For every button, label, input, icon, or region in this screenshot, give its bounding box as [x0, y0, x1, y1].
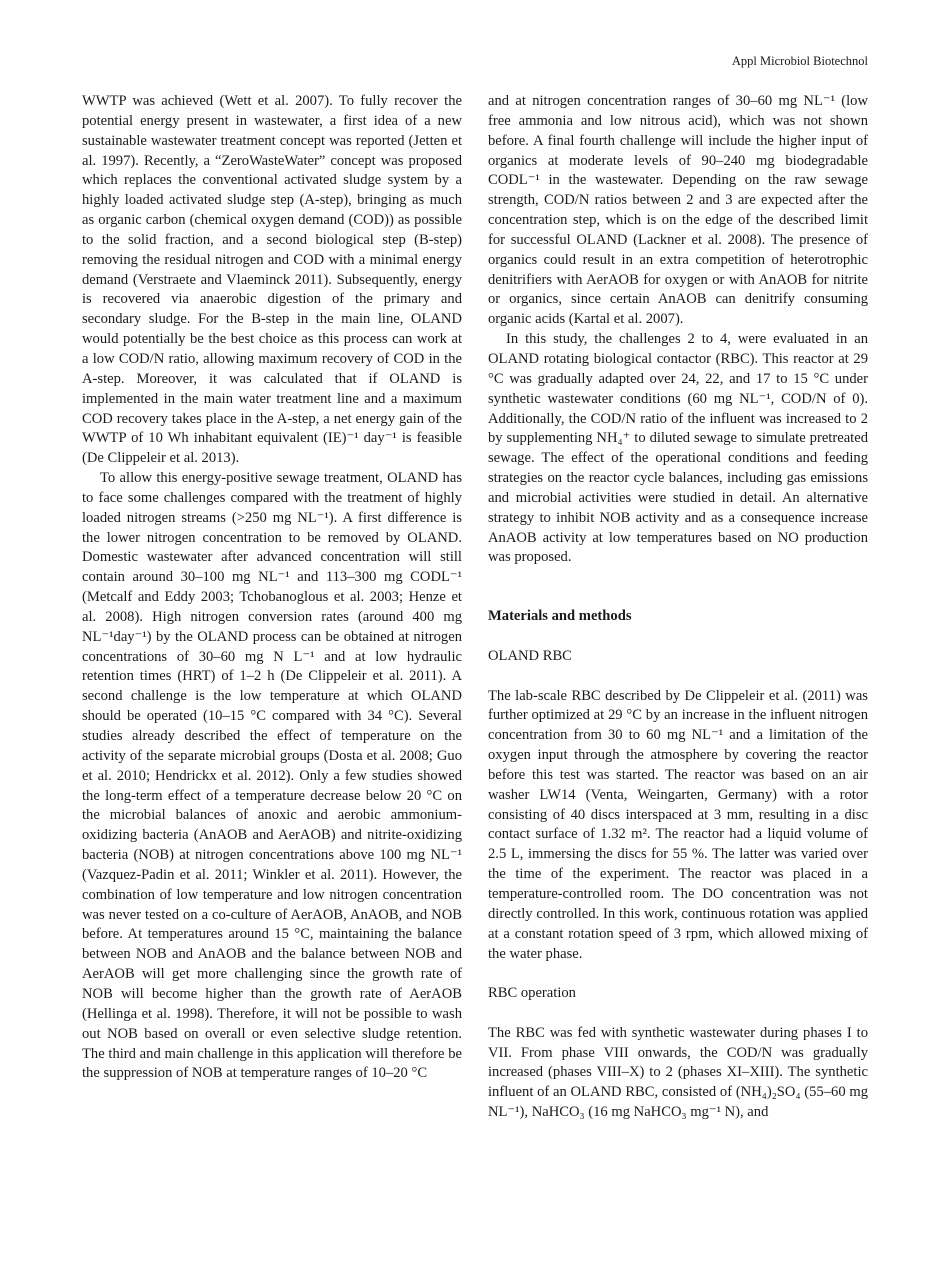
paragraph: WWTP was achieved (Wett et al. 2007). To fully recover the potential energy present in wastewater, a first idea of a new sustainable wastewater treatment concept was reported (Jetten et al. 1997). Recently, a “ZeroWasteWater” concept was proposed which replaces the conventional activated sludge system by a highly loaded activated sludge step (A-step), bringing as much as organic carbon (chemical oxygen demand (COD)) as possible to the solid fraction, and a second biological step (B-step) removing the residual nitrogen and COD with a minimal energy demand (Verstraete and Vlaeminck 2011). Subsequently, energy is recovered via anaerobic digestion of the primary and secondary sludge. For the B-step in the main line, OLAND would potentially be the best choice as this process can work at a low COD/N ratio, allowing maximum recovery of COD in the A-step. Moreover, it was calculated that if OLAND is implemented in the main water treatment line and a maximum COD recovery takes place in the A-step, a net energy gain of the WWTP of 10 Wh inhabitant equivalent (IE)⁻¹ day⁻¹ is feasible (De Clippeleir et al. 2013). [82, 93, 462, 467]
paragraph: The RBC was fed with synthetic wastewater during phases I to VII. From phase VIII onwards, the COD/N was gradually increased (phases VIII–X) to 2 (phases XI–XIII). The synthetic influent of an OLAND RBC, consisted of (NH₄)₂SO₄ (55–60 mg NL⁻¹), NaHCO₃ (16 mg NaHCO₃ mg⁻¹ N), and [488, 1024, 868, 1121]
running-header: Appl Microbiol Biotechnol [731, 54, 868, 68]
spacer [488, 568, 868, 607]
paragraph: The lab-scale RBC described by De Clippeleir et al. (2011) was further optimized at 29 °C by an increase in the influent nitrogen concentration from 30 to 60 mg NL⁻¹ and a limitation of the oxygen input through the atmosphere by covering the reactor before this test was started. The reactor was based on an air washer LW14 (Venta, Weingarten, Germany) with a rotor consisting of 40 discs interspaced at 3 mm, resulting in a disc contact surface of 1.32 m². The reactor had a liquid volume of 2.5 L, immersing the discs for 55 %. The latter was varied over the time of the experiment. The reactor was placed in a temperature-controlled room. The DO concentration was not directly controlled. In this work, continuous rotation was applied at a constant rotation speed of 3 rpm, which allowed mixing of the water phase. [488, 687, 868, 962]
left-column [82, 92, 462, 1084]
subsection-heading: RBC operation [488, 985, 576, 1002]
paragraph: and at nitrogen concentration ranges of 30–60 mg NL⁻¹ (low free ammonia and low nitrous acid), which was not shown before. A final fourth challenge will include the higher input of organics at moderate levels of 90–240 mg biodegradable CODL⁻¹ in the wastewater. Depending on the raw sewage strength, COD/N ratios between 2 and 3 are expected after the concentration step, which is on the edge of the described limit for successful OLAND (Lackner et al. 2008). The presence of organics could result in an extra competition of heterotrophic denitrifiers with AerAOB for oxygen or with AnAOB for nitrite or organics, since certain AnAOB can denitrify consuming organic acids (Kartal et al. 2007). [488, 93, 868, 328]
right-column [488, 92, 868, 1123]
paragraph: In this study, the challenges 2 to 4, were evaluated in an OLAND rotating biological contactor (RBC). This reactor at 29 °C was gradually adapted over 24, 22, and 17 to 15 °C under synthetic wastewater conditions (60 mg NL⁻¹, COD/N of 0). Additionally, the COD/N ratio of the influent was increased to 2 by supplementing NH₄⁺ to diluted sewage to simulate pretreated sewage. The effect of the operational conditions and feeding strategies on the reactor cycle balances, including gas emissions and microbial activities were studied in detail. An alternative strategy to inhibit NOB activity and as a consequence increase AnAOB activity at low temperatures based on NO production was proposed. [488, 331, 868, 566]
section-heading: Materials and methods [488, 608, 632, 625]
subsection-heading: OLAND RBC [488, 647, 572, 664]
spacer [488, 667, 868, 687]
spacer [488, 627, 868, 647]
paragraph: To allow this energy-positive sewage treatment, OLAND has to face some challenges compared with the treatment of highly loaded nitrogen streams (>250 mg NL⁻¹). A first difference is the lower nitrogen concentration to be removed by OLAND. Domestic wastewater after advanced concentration will still contain around 30–100 mg NL⁻¹ and 113–300 mg CODL⁻¹ (Metcalf and Eddy 2003; Tchobanoglous et al. 2003; Henze et al. 2008). High nitrogen conversion rates (around 400 mg NL⁻¹day⁻¹) by the OLAND process can be obtained at nitrogen concentrations of 30–60 mg N L⁻¹ and at low hydraulic retention times (HRT) of 1–2 h (De Clippeleir et al. 2011). A second challenge is the low temperature at which OLAND should be operated (10–15 °C compared with 34 °C). Several studies already described the effect of temperature on the activity of the separate microbial groups (Dosta et al. 2008; Guo et al. 2010; Hendrickx et al. 2012). Only a few studies showed the long-term effect of a temperature decrease below 20 °C on the microbial balances of anoxic and aerobic ammonium-oxidizing bacteria (AnAOB and AerAOB) and nitrite-oxidizing bacteria (NOB) at nitrogen concentrations above 100 mg NL⁻¹ (Vazquez-Padin et al. 2011; Winkler et al. 2011). However, the combination of low temperature and low nitrogen concentration was never tested on a co-culture of AerAOB, AnAOB, and NOB before. At temperatures around 15 °C, maintaining the balance between NOB and AnAOB and the balance between NOB and AerAOB will get more challenging since the growth rate of NOB will become higher than the growth rate of AerAOB (Hellinga et al. 1998). Therefore, it will not be possible to wash out NOB based on overall or even selective sludge retention. The third and main challenge in this application will therefore be the suppression of NOB at temperature ranges of 10–20 °C [82, 470, 462, 1082]
spacer [488, 1004, 868, 1024]
spacer [488, 964, 868, 984]
